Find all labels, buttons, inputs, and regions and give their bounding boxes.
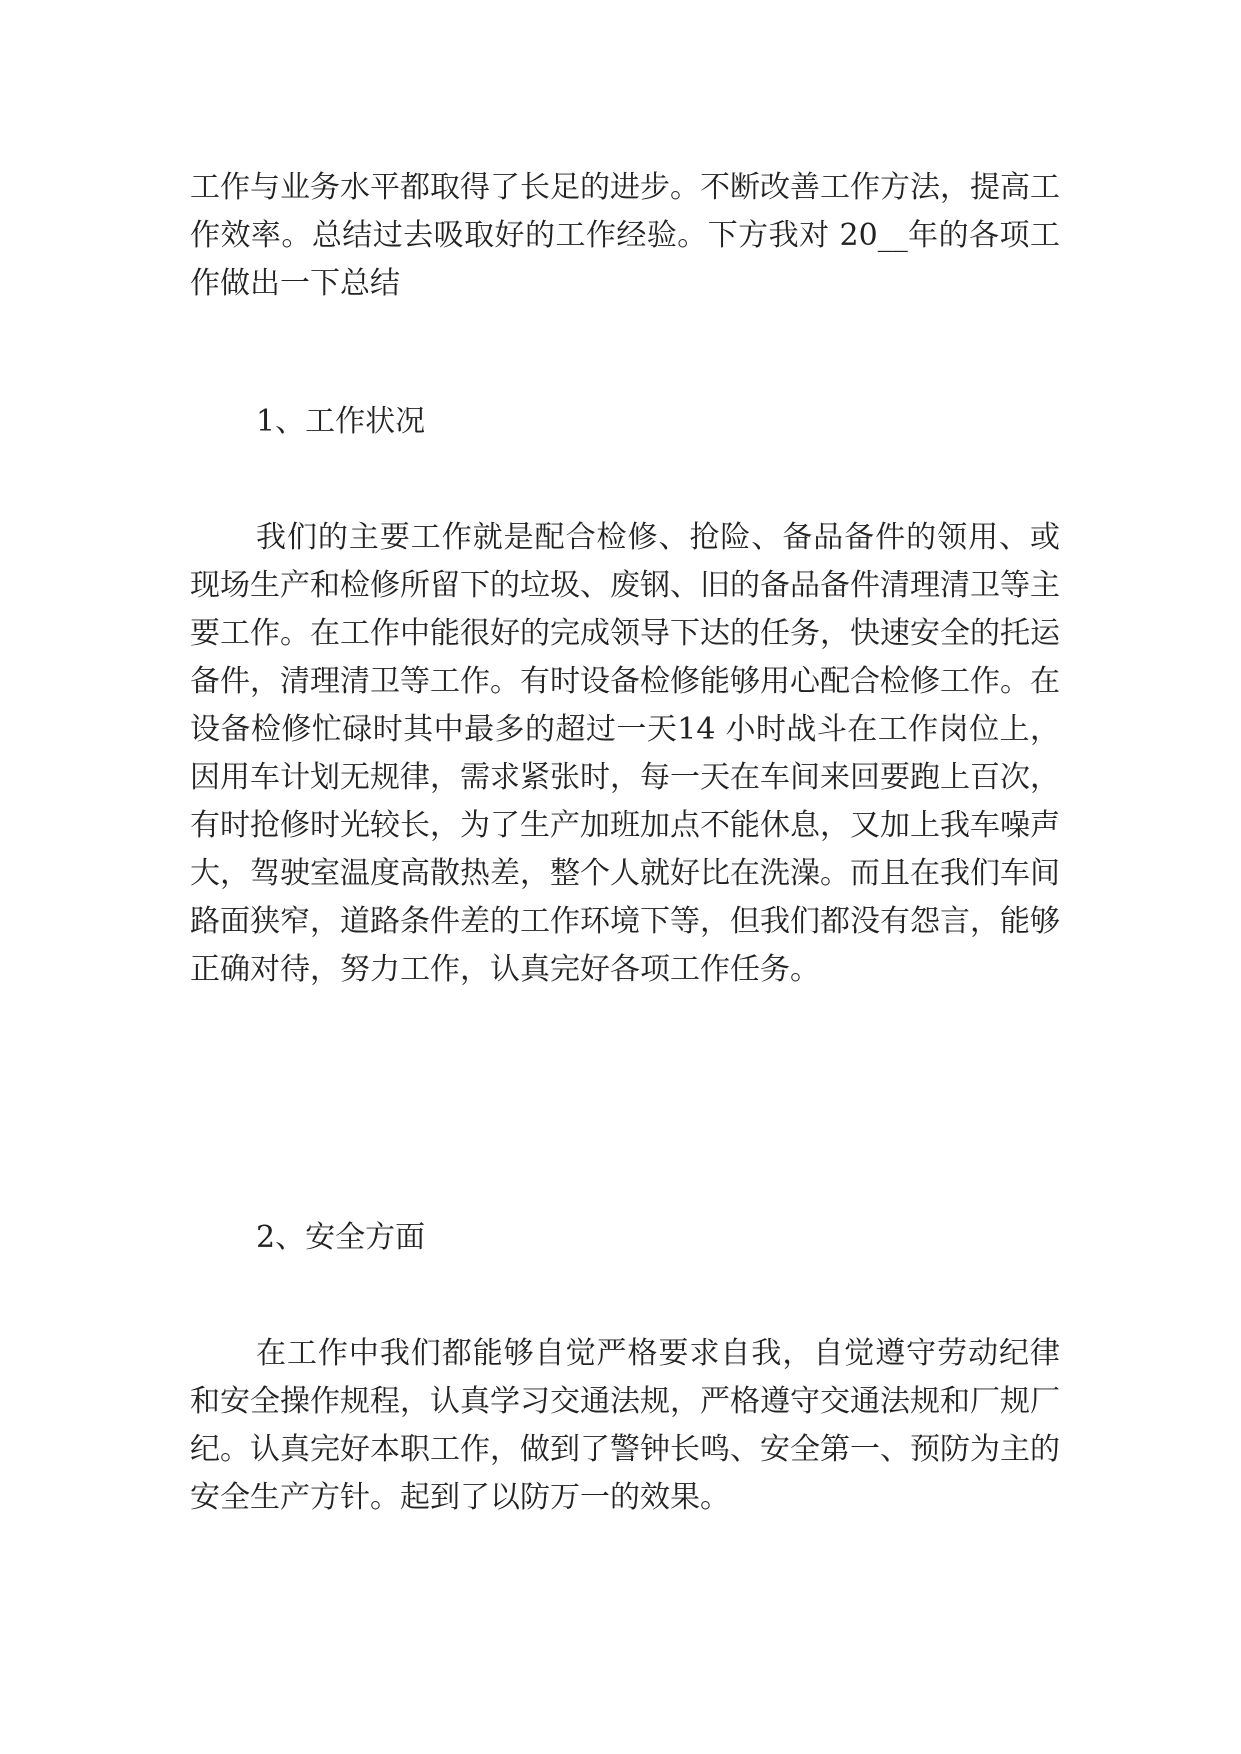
safety-paragraph: 在工作中我们都能够自觉严格要求自我，自觉遵守劳动纪律和安全操作规程，认真学习交通法规，严格遵守交通法规和厂规厂纪。认真完好本职工作，做到了警钟长鸣、安全第一、预防为主的安全生产方针。起到了以防万一的效果。	[190, 1336, 1060, 1515]
section-heading-safety: 2、安全方面	[256, 1220, 426, 1255]
section-heading-work-status: 1、工作状况	[256, 404, 426, 439]
intro-paragraph: 工作与业务水平都取得了长足的进步。不断改善工作方法，提高工作效率。总结过去吸取好的工作经验。下方我对 20__年的各项工作做出一下总结	[190, 170, 1060, 301]
work-status-paragraph: 我们的主要工作就是配合检修、抢险、备品备件的领用、或现场生产和检修所留下的垃圾、废钢、旧的备品备件清理清卫等主要工作。在工作中能很好的完成领导下达的任务，快速安全的托运备件，清理清卫等工作。有时设备检修能够用心配合检修工作。在设备检修忙碌时其中最多的超过一天14 小时战斗在工作岗位上，因用车计划无规律，需求紧张时，每一天在车间来回要跑上百次，有时抢修时光较长，为了生产加班加点不能休息，又加上我车噪声大，驾驶室温度高散热差，整个人就好比在洗澡。而且在我们车间路面狭窄，道路条件差的工作环境下等，但我们都没有怨言，能够正确对待，努力工作，认真完好各项工作任务。	[190, 520, 1060, 987]
